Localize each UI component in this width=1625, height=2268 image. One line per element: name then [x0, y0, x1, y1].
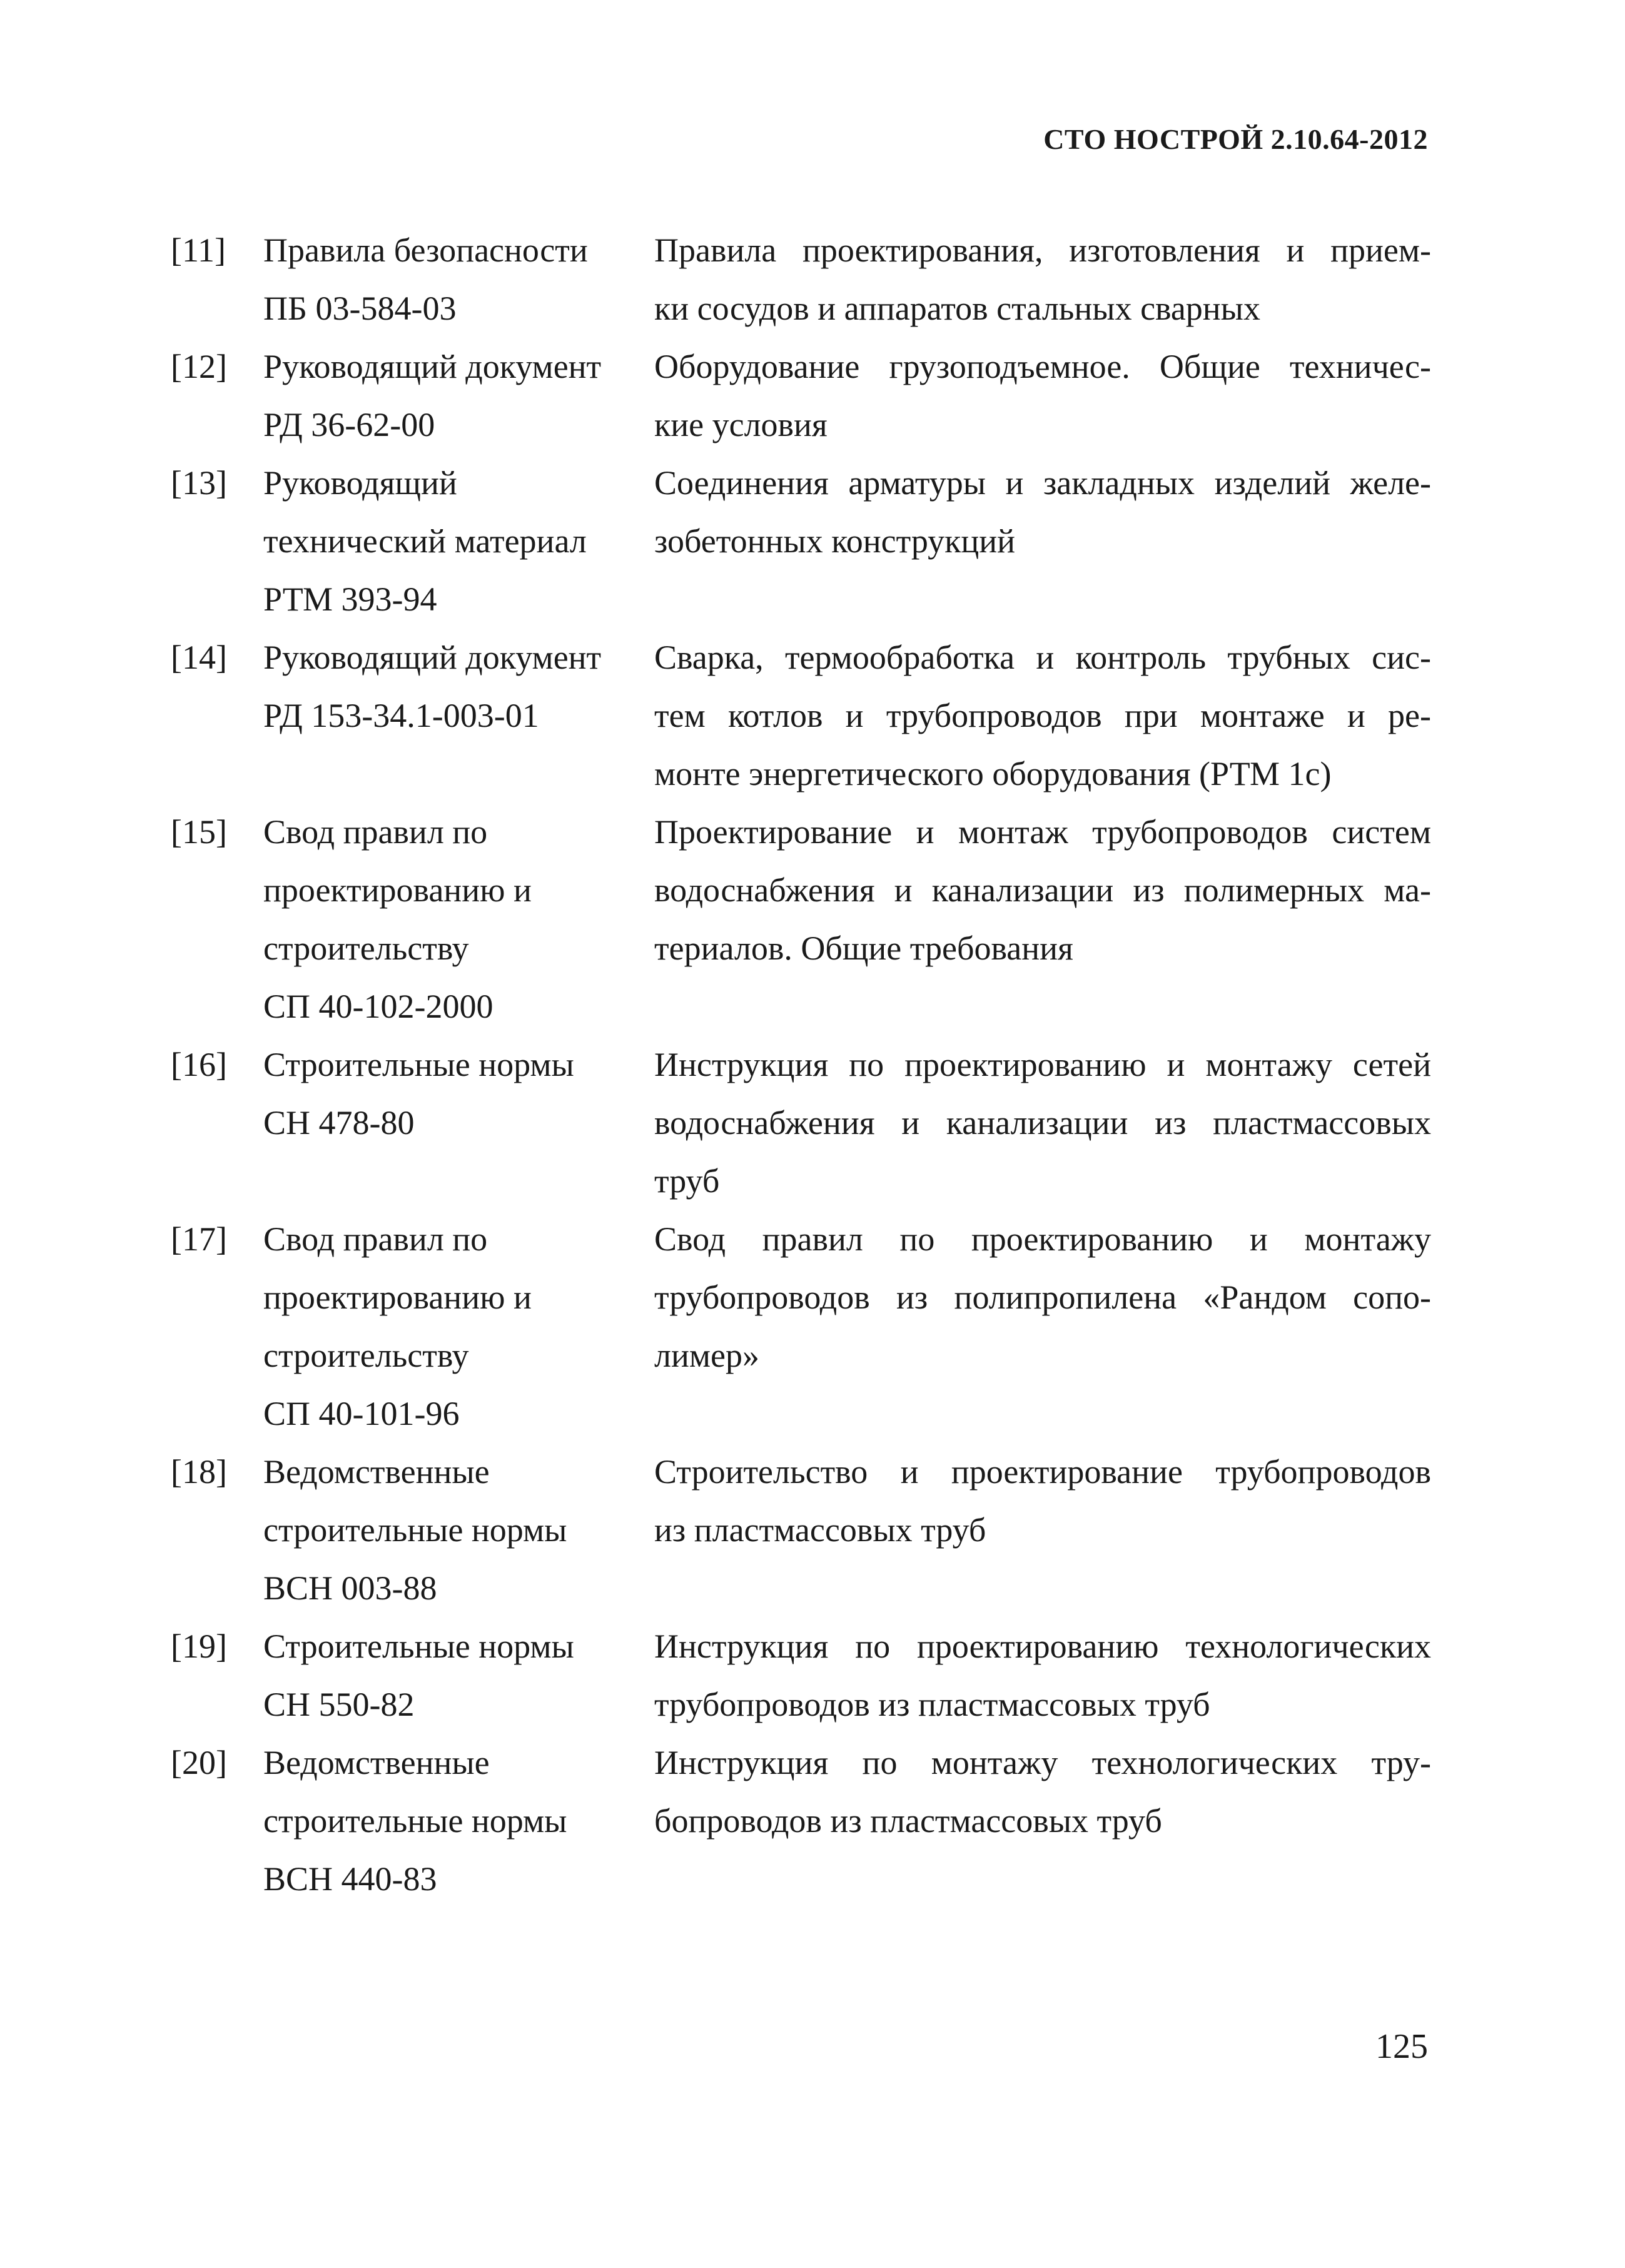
reference-title-line: зобетонных конструкций [654, 522, 1016, 560]
reference-source-line: СП 40-102-2000 [263, 988, 494, 1025]
reference-title [654, 1210, 1431, 1443]
reference-entry [171, 1617, 1431, 1734]
reference-title-line: Сварка, термообработка и контроль трубных сис- [654, 639, 1431, 676]
reference-title-line: Оборудование грузоподъемное. Общие техничес- [654, 348, 1431, 385]
reference-number: [14] [171, 639, 227, 676]
reference-source-line: проектированию и [263, 1278, 532, 1316]
reference-source [263, 1443, 654, 1617]
reference-title [654, 629, 1431, 803]
reference-title [654, 221, 1431, 338]
reference-title-line: водоснабжения и канализации из полимерных ма- [654, 871, 1431, 909]
reference-title [654, 454, 1431, 629]
reference-source-line: проектированию и [263, 871, 532, 909]
reference-entry [171, 338, 1431, 454]
reference-title-line: Строительство и проектирование трубопроводов [654, 1453, 1431, 1491]
reference-entry [171, 803, 1431, 1036]
page-number: 125 [1375, 2027, 1428, 2066]
reference-source-line: ВСН 440-83 [263, 1860, 437, 1898]
reference-entry [171, 1210, 1431, 1443]
reference-source-line: Строительные нормы [263, 1046, 574, 1083]
reference-title-line: Соединения арматуры и закладных изделий желе- [654, 464, 1431, 502]
reference-source [263, 1036, 654, 1210]
reference-source-line: Свод правил по [263, 813, 488, 851]
reference-source-line: строительству [263, 929, 469, 967]
reference-title-line: Проектирование и монтаж трубопроводов систем [654, 813, 1431, 851]
reference-number: [11] [171, 231, 226, 269]
reference-title-line: Инструкция по монтажу технологических тру- [654, 1744, 1431, 1781]
reference-source-line: Руководящий документ [263, 639, 602, 676]
reference-source [263, 1210, 654, 1443]
reference-source-line: Свод правил по [263, 1220, 488, 1258]
reference-title-line: Инструкция по проектированию технологических [654, 1628, 1431, 1665]
reference-source-line: ПБ 03-584-03 [263, 290, 457, 327]
reference-source-line: СН 478-80 [263, 1104, 415, 1142]
reference-title-line: кие условия [654, 406, 828, 443]
reference-number: [19] [171, 1628, 227, 1665]
reference-title-line: труб [654, 1162, 720, 1200]
reference-title-line: бопроводов из пластмассовых труб [654, 1802, 1162, 1840]
reference-entry [171, 1443, 1431, 1617]
reference-title [654, 1036, 1431, 1210]
reference-title-line: Инструкция по проектированию и монтажу сетей [654, 1046, 1431, 1083]
reference-source-line: Руководящий документ [263, 348, 602, 385]
reference-entry [171, 1036, 1431, 1210]
reference-title-line: лимер» [654, 1337, 759, 1374]
reference-source-line: РД 36-62-00 [263, 406, 435, 443]
reference-source [263, 803, 654, 1036]
reference-source [263, 1734, 654, 1908]
reference-title-line: ки сосудов и аппаратов стальных сварных [654, 290, 1260, 327]
reference-source [263, 629, 654, 803]
reference-title-line: териалов. Общие требования [654, 929, 1073, 967]
reference-source [263, 1617, 654, 1734]
reference-source-line: строительству [263, 1337, 469, 1374]
reference-source [263, 454, 654, 629]
reference-source-line: ВСН 003-88 [263, 1569, 437, 1607]
document-header: СТО НОСТРОЙ 2.10.64-2012 [1043, 123, 1428, 155]
reference-source-line: РД 153-34.1-003-01 [263, 697, 539, 734]
reference-source-line: Ведомственные [263, 1453, 490, 1491]
reference-source [263, 338, 654, 454]
reference-entry [171, 1734, 1431, 1908]
reference-entry [171, 629, 1431, 803]
reference-source-line: СП 40-101-96 [263, 1395, 460, 1432]
reference-number: [18] [171, 1453, 227, 1491]
reference-title-line: трубопроводов из пластмассовых труб [654, 1686, 1210, 1723]
reference-title-line: водоснабжения и канализации из пластмассовых [654, 1104, 1431, 1142]
reference-title-line: из пластмассовых труб [654, 1511, 986, 1549]
reference-title-line: Правила проектирования, изготовления и прием- [654, 231, 1431, 269]
reference-source-line: Строительные нормы [263, 1628, 574, 1665]
reference-source-line: Руководящий [263, 464, 457, 502]
reference-title [654, 1617, 1431, 1734]
reference-source-line: технический материал [263, 522, 587, 560]
reference-number: [20] [171, 1744, 227, 1781]
reference-number: [13] [171, 464, 227, 502]
reference-source-line: Ведомственные [263, 1744, 490, 1781]
reference-source-line: СН 550-82 [263, 1686, 415, 1723]
reference-source [263, 221, 654, 338]
reference-title [654, 803, 1431, 1036]
reference-source-line: РТМ 393-94 [263, 580, 437, 618]
reference-number: [17] [171, 1220, 227, 1258]
reference-title [654, 1734, 1431, 1908]
reference-title [654, 1443, 1431, 1617]
bibliography-list [171, 221, 1431, 1908]
reference-title-line: тем котлов и трубопроводов при монтаже и ре- [654, 697, 1431, 734]
reference-source-line: Правила безопасности [263, 231, 588, 269]
reference-title-line: монте энергетического оборудования (РТМ 1с) [654, 755, 1332, 792]
reference-number: [15] [171, 813, 227, 851]
reference-entry [171, 454, 1431, 629]
reference-title-line: Свод правил по проектированию и монтажу [654, 1220, 1431, 1258]
reference-title-line: трубопроводов из полипропилена «Рандом сопо- [654, 1278, 1431, 1316]
reference-number: [12] [171, 348, 227, 385]
reference-entry [171, 221, 1431, 338]
reference-title [654, 338, 1431, 454]
reference-source-line: строительные нормы [263, 1511, 567, 1549]
reference-source-line: строительные нормы [263, 1802, 567, 1840]
reference-number: [16] [171, 1046, 227, 1083]
